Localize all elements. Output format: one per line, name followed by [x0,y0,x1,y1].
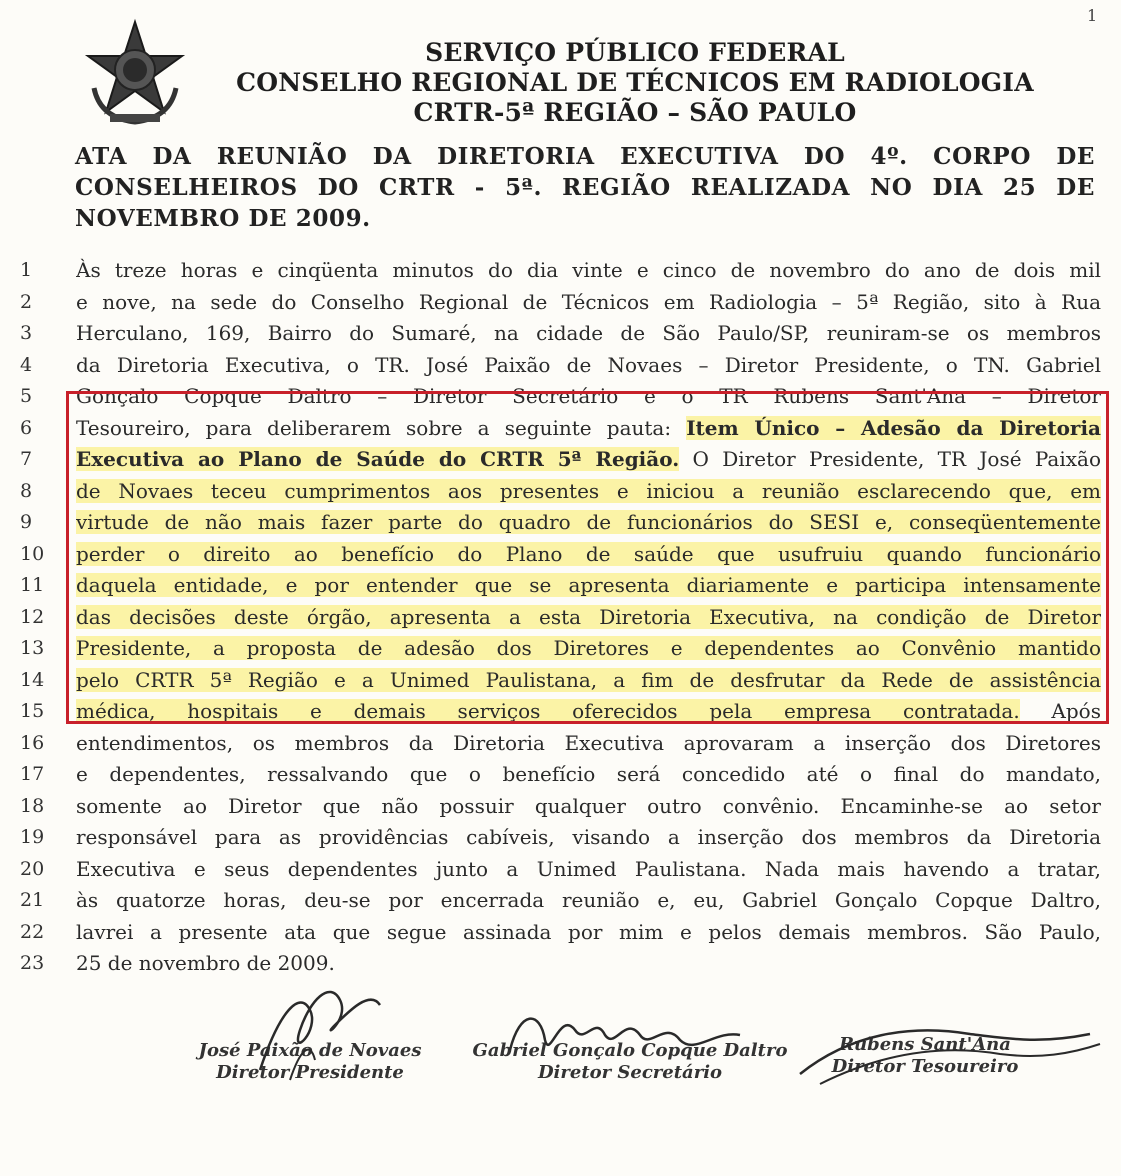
line-number: 2 [20,290,33,313]
signature-scribble-2 [500,1000,760,1080]
text-segment: entendimentos, os membros da Diretoria Executiva aprovaram a inserção dos Diretores [76,730,1101,755]
signature-scribble-1 [240,970,400,1090]
line-text [76,759,1101,791]
line-number: 19 [20,826,45,848]
header-line-3: CRTR-5ª REGIÃO – SÃO PAULO [413,98,857,127]
brazil-coat-of-arms-seal [80,18,190,128]
text-segment: responsável para as providências cabíveis, visando a inserção dos membros da Diretoria [76,825,1101,849]
line-number: 5 [20,385,33,407]
signature-name: José Paixão de Novaes [198,1040,422,1061]
signature-block-secretary [450,1040,810,1084]
line-number: 13 [20,637,45,659]
minutes-line [20,885,1110,917]
line-number: 16 [20,731,45,754]
line-number: 12 [20,605,45,628]
signature-block-president [160,1040,460,1084]
line-text [76,350,1101,382]
minutes-line [20,917,1110,949]
line-number: 15 [20,700,45,722]
header-line-2: CONSELHO REGIONAL DE TÉCNICOS EM RADIOLOGIA [236,68,1034,97]
line-text [76,287,1101,319]
text-segment: e dependentes, ressalvando que o benefício será concedido até o final do mandato, [76,762,1101,786]
highlight-box [66,391,1109,724]
page-number: 1 [1087,6,1098,25]
signature-role: Diretor Secretário [537,1062,723,1083]
line-number: 8 [20,479,33,502]
text-segment: Herculano, 169, Bairro do Sumaré, na cidade de São Paulo/SP, reuniram-se os membros [76,321,1101,345]
minutes-line [20,854,1110,886]
text-segment: virtude de não mais fazer parte do quadro de funcionários do SESI e, conseqüentemente [76,510,1101,534]
line-number: 21 [20,889,45,911]
line-text [76,728,1101,760]
minutes-line [20,350,1110,382]
line-text [76,822,1101,854]
line-text [76,854,1101,886]
line-number: 14 [20,668,45,691]
text-segment: lavrei a presente ata que segue assinada por mim e pelos demais membros. São Paulo, [76,919,1101,944]
text-segment: pelo CRTR 5ª Região e a Unimed Paulistana, a fim de desfrutar da Rede de assistência [76,667,1101,692]
text-segment: somente ao Diretor que não possuir qualquer outro convênio. Encaminhe-se ao setor [76,793,1101,818]
line-number: 20 [20,857,45,880]
line-text [76,791,1101,823]
minutes-line [20,759,1110,791]
minutes-line [20,318,1110,350]
signature-role: Diretor Presidente [216,1062,404,1083]
text-segment: Tesoureiro, para deliberarem sobre a seguinte pauta: [76,415,687,440]
line-number: 3 [20,322,33,344]
line-text [76,318,1101,350]
line-number: 10 [20,542,45,565]
text-segment: daquela entidade, e por entender que se apresenta diariamente e participa intensamente [76,573,1101,597]
line-text [76,255,1101,287]
text-segment: 25 de novembro de 2009. [76,951,335,975]
text-segment: Gonçalo Copque Daltro – Diretor Secretário e o TR Rubens Sant'Ana – Diretor [76,384,1101,408]
line-text [76,948,1101,980]
text-segment: perder o direito ao benefício do Plano de saúde que usufruiu quando funcionário [76,541,1101,566]
signature-scribble-3 [790,1014,1110,1094]
signature-name: Gabriel Gonçalo Copque Daltro [472,1040,788,1061]
text-segment: e nove, na sede do Conselho Regional de Técnicos em Radiologia – 5ª Região, sito à Rua [76,289,1101,314]
line-number: 17 [20,763,45,785]
text-segment: Às treze horas e cinqüenta minutos do dia vinte e cinco de novembro do ano de dois mil [76,258,1101,282]
minutes-line [20,791,1110,823]
line-number: 18 [20,794,45,817]
line-number: 7 [20,448,33,470]
line-number: 23 [20,952,45,974]
line-text [76,885,1101,917]
line-number: 22 [20,920,45,943]
minutes-line [20,728,1110,760]
document-title: ATA DA REUNIÃO DA DIRETORIA EXECUTIVA DO 4º. CORPO DE CONSELHEIROS DO CRTR - 5ª. REGIÃO REALIZADA NO DIA 25 DE NOVEMBRO DE 2009. [75,143,1095,232]
minutes-line [20,822,1110,854]
line-number: 11 [20,574,45,596]
minutes-line [20,255,1110,287]
bold-text: Executiva ao Plano de Saúde do CRTR 5ª Região. [76,447,680,471]
text-segment: Após [1019,699,1101,723]
text-segment: de Novaes teceu cumprimentos aos presentes e iniciou a reunião esclarecendo que, em [76,478,1101,503]
text-segment: às quatorze horas, deu-se por encerrada reunião e, eu, Gabriel Gonçalo Copque Daltro, [76,888,1101,912]
line-number: 6 [20,416,33,439]
text-segment: da Diretoria Executiva, o TR. José Paixão de Novaes – Diretor Presidente, o TN. Gabriel [76,352,1101,377]
text-segment: médica, hospitais e demais serviços oferecidos pela empresa contratada. [76,699,1020,723]
signature-name: Rubens Sant'Ana [839,1034,1011,1055]
signature-block-treasurer [790,1034,1060,1078]
bold-text: Item Único – Adesão da Diretoria [686,415,1101,440]
line-number: 4 [20,353,33,376]
header-line-1: SERVIÇO PÚBLICO FEDERAL [425,38,845,67]
line-number: 1 [20,259,33,281]
line-number: 9 [20,511,33,533]
signature-role: Diretor Tesoureiro [831,1056,1019,1077]
minutes-line [20,948,1110,980]
document-header [210,38,1060,128]
line-text [76,917,1101,949]
text-segment: das decisões deste órgão, apresenta a esta Diretoria Executiva, na condição de Diretor [76,604,1101,629]
text-segment: Executiva e seus dependentes junto a Unimed Paulistana. Nada mais havendo a tratar, [76,856,1101,881]
text-segment: Presidente, a proposta de adesão dos Diretores e dependentes ao Convênio mantido [76,636,1101,660]
text-segment: O Diretor Presidente, TR José Paixão [679,447,1101,471]
minutes-line [20,287,1110,319]
